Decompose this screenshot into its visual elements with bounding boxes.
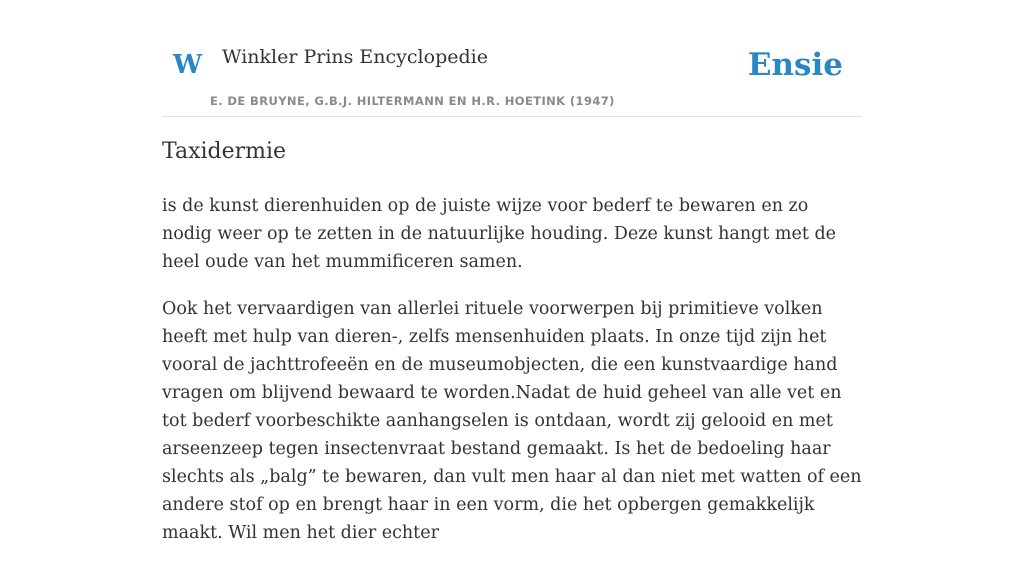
authors-line: E. DE BRUYNE, G.B.J. HILTERMANN EN H.R. HOETINK (1947)	[210, 94, 615, 108]
article-paragraph: is de kunst dierenhuiden op de juiste wijze voor bederf te bewaren en zo nodig weer op te zetten in de natuurlijke houding. Deze kunst hangt met de heel oude van het mummificeren samen.	[162, 196, 837, 272]
article-body	[162, 192, 862, 566]
article-title: Taxidermie	[162, 139, 287, 164]
header	[162, 0, 862, 117]
site-title[interactable]: Winkler Prins Encyclopedie	[222, 46, 488, 68]
winkler-prins-logo[interactable]: W	[173, 50, 203, 80]
ensie-logo[interactable]: Ensie	[747, 47, 843, 83]
article-paragraph: Ook het vervaardigen van allerlei rituele voorwerpen bij primitieve volken heeft met hulp van dieren-, zelfs mensenhuiden plaats. In onze tijd zijn het vooral de jachttrofeeën en de museumobjecten, die een kunstvaardige hand vragen om blijvend bewaard te worden.Nadat de huid geheel van alle vet en tot bederf voorbeschikte aanhangselen is ontdaan, wordt zij gelooid en met arseenzeep tegen insectenvraat bestand gemaakt. Is het de bedoeling haar slechts als „balg” te bewaren, dan vult men haar al dan niet met watten of een andere stof op en brengt haar in een vorm, die het opbergen gemakkelijk maakt. Wil men het dier echter	[162, 299, 862, 543]
